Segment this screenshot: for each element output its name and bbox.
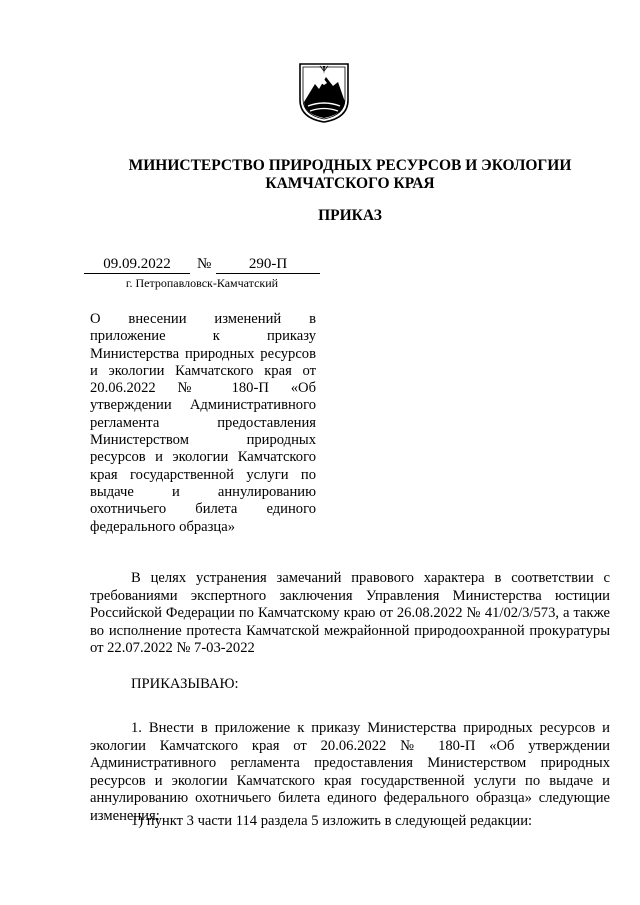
order-date: 09.09.2022 — [84, 256, 190, 274]
city-label: г. Петропавловск-Камчатский — [125, 276, 279, 290]
kamchatka-coat-of-arms-icon — [298, 62, 350, 124]
item-1-paragraph: 1. Внести в приложение к приказу Министерства природных ресурсов и экологии Камчатского края от 20.06.2022 № 180-П «Об утверждении Административного регламента предоставления Министерством природных ресурсов и экологии Камчатского края государственной услуги по выдаче и аннулированию охотничьего билета единого федерального образца» следующие изменения: — [90, 720, 610, 824]
number-sign: № — [197, 256, 212, 272]
item-1-subitem-1: 1) пункт 3 части 114 раздела 5 изложить в следующей редакции: — [131, 813, 533, 829]
ministry-name-line2: КАМЧАТСКОГО КРАЯ — [265, 175, 435, 192]
order-subject: О внесении изменений в приложение к приказу Министерства природных ресурсов и экологии Камчатского края от 20.06.2022 № 180-П «Об утверждении Административного регламента предоставления Министерством природных ресурсов и экологии Камчатского края государственной услуги по выдаче и аннулированию охотничьего билета единого федерального образца» — [90, 311, 316, 535]
preamble-paragraph: В целях устранения замечаний правового характера в соответствии с требованиями экспертного заключения Управления Министерства юстиции Российской Федерации по Камчатскому краю от 26.08.2022 № 41/02/3/573, а также во исполнение протеста Камчатской межрайонной природоохранной прокуратуры от 22.07.2022 № 7-03-2022 — [90, 570, 610, 657]
document-type-title: ПРИКАЗ — [318, 207, 382, 224]
order-number: 290-П — [216, 256, 320, 274]
ministry-name-line1: МИНИСТЕРСТВО ПРИРОДНЫХ РЕСУРСОВ И ЭКОЛОГИИ — [128, 157, 572, 174]
order-word: ПРИКАЗЫВАЮ: — [131, 676, 239, 692]
